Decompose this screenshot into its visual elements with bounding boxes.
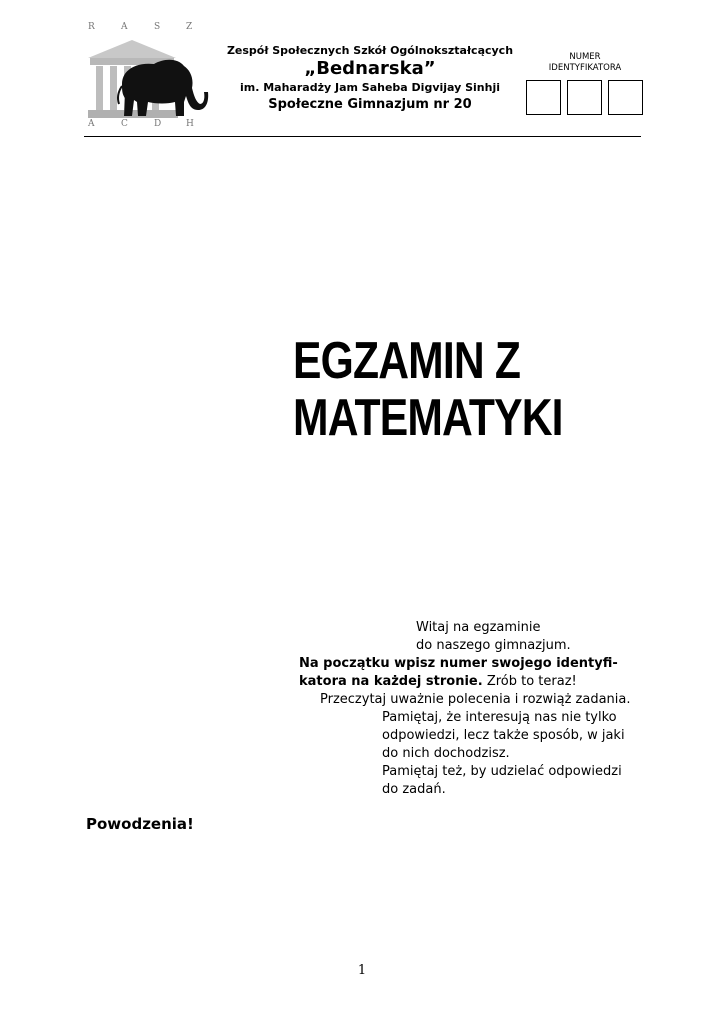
welcome-line: Witaj na egzaminie bbox=[416, 620, 541, 635]
remember-line: Pamiętaj, że interesują nas nie tylko bbox=[382, 710, 617, 725]
logo-letter: A bbox=[121, 22, 128, 32]
logo-letter: S bbox=[154, 22, 161, 32]
logo-letter: D bbox=[154, 119, 162, 129]
identifier-label-line: NUMER bbox=[569, 52, 601, 62]
instruction-read: Przeczytaj uważnie polecenia i rozwiąż zadania. bbox=[320, 692, 631, 707]
page-number: 1 bbox=[357, 963, 367, 978]
school-patron: im. Maharadży Jam Saheba Digvijay Sinhji bbox=[239, 81, 501, 94]
instruction-bold: katora na każdej stronie. bbox=[299, 674, 483, 689]
temple-elephant-icon bbox=[84, 36, 214, 122]
exam-title bbox=[293, 333, 563, 447]
instruction-text: Zrób to teraz! bbox=[482, 674, 577, 689]
logo-letter: A bbox=[88, 119, 95, 129]
logo-letter: R bbox=[88, 22, 95, 32]
identifier-box-3[interactable] bbox=[608, 80, 643, 115]
logo-letters-bottom bbox=[84, 119, 214, 131]
welcome-line: do naszego gimnazjum. bbox=[416, 638, 571, 653]
school-header bbox=[215, 44, 525, 113]
school-unit: Społeczne Gimnazjum nr 20 bbox=[268, 97, 472, 112]
remember-line: Pamiętaj też, by udzielać odpowiedzi bbox=[382, 764, 622, 779]
logo-letter: Z bbox=[186, 22, 193, 32]
remember-line: odpowiedzi, lecz także sposób, w jaki bbox=[382, 728, 625, 743]
remember-line: do nich dochodzisz. bbox=[382, 746, 510, 761]
school-short-name: „Bednarska” bbox=[304, 58, 436, 79]
exam-title-line: EGZAMIN Z bbox=[293, 332, 521, 390]
logo-letter: C bbox=[121, 119, 128, 129]
closing-text: Powodzenia! bbox=[86, 815, 194, 833]
identifier-label-line: IDENTYFIKATORA bbox=[548, 63, 622, 73]
school-logo bbox=[84, 22, 214, 132]
exam-title-line: MATEMATYKI bbox=[293, 389, 563, 447]
school-name: Zespół Społecznych Szkół Ogólnokształcących bbox=[226, 44, 514, 57]
instruction-line bbox=[299, 673, 577, 691]
identifier-box-2[interactable] bbox=[567, 80, 602, 115]
instruction-bold: Na początku wpisz numer swojego identyfi- bbox=[299, 656, 618, 671]
remember-line: do zadań. bbox=[382, 782, 446, 797]
identifier-label bbox=[530, 52, 640, 74]
identifier-box-1[interactable] bbox=[526, 80, 561, 115]
logo-letters-top bbox=[84, 22, 214, 34]
logo-letter: H bbox=[186, 119, 194, 129]
header-divider bbox=[84, 136, 641, 137]
